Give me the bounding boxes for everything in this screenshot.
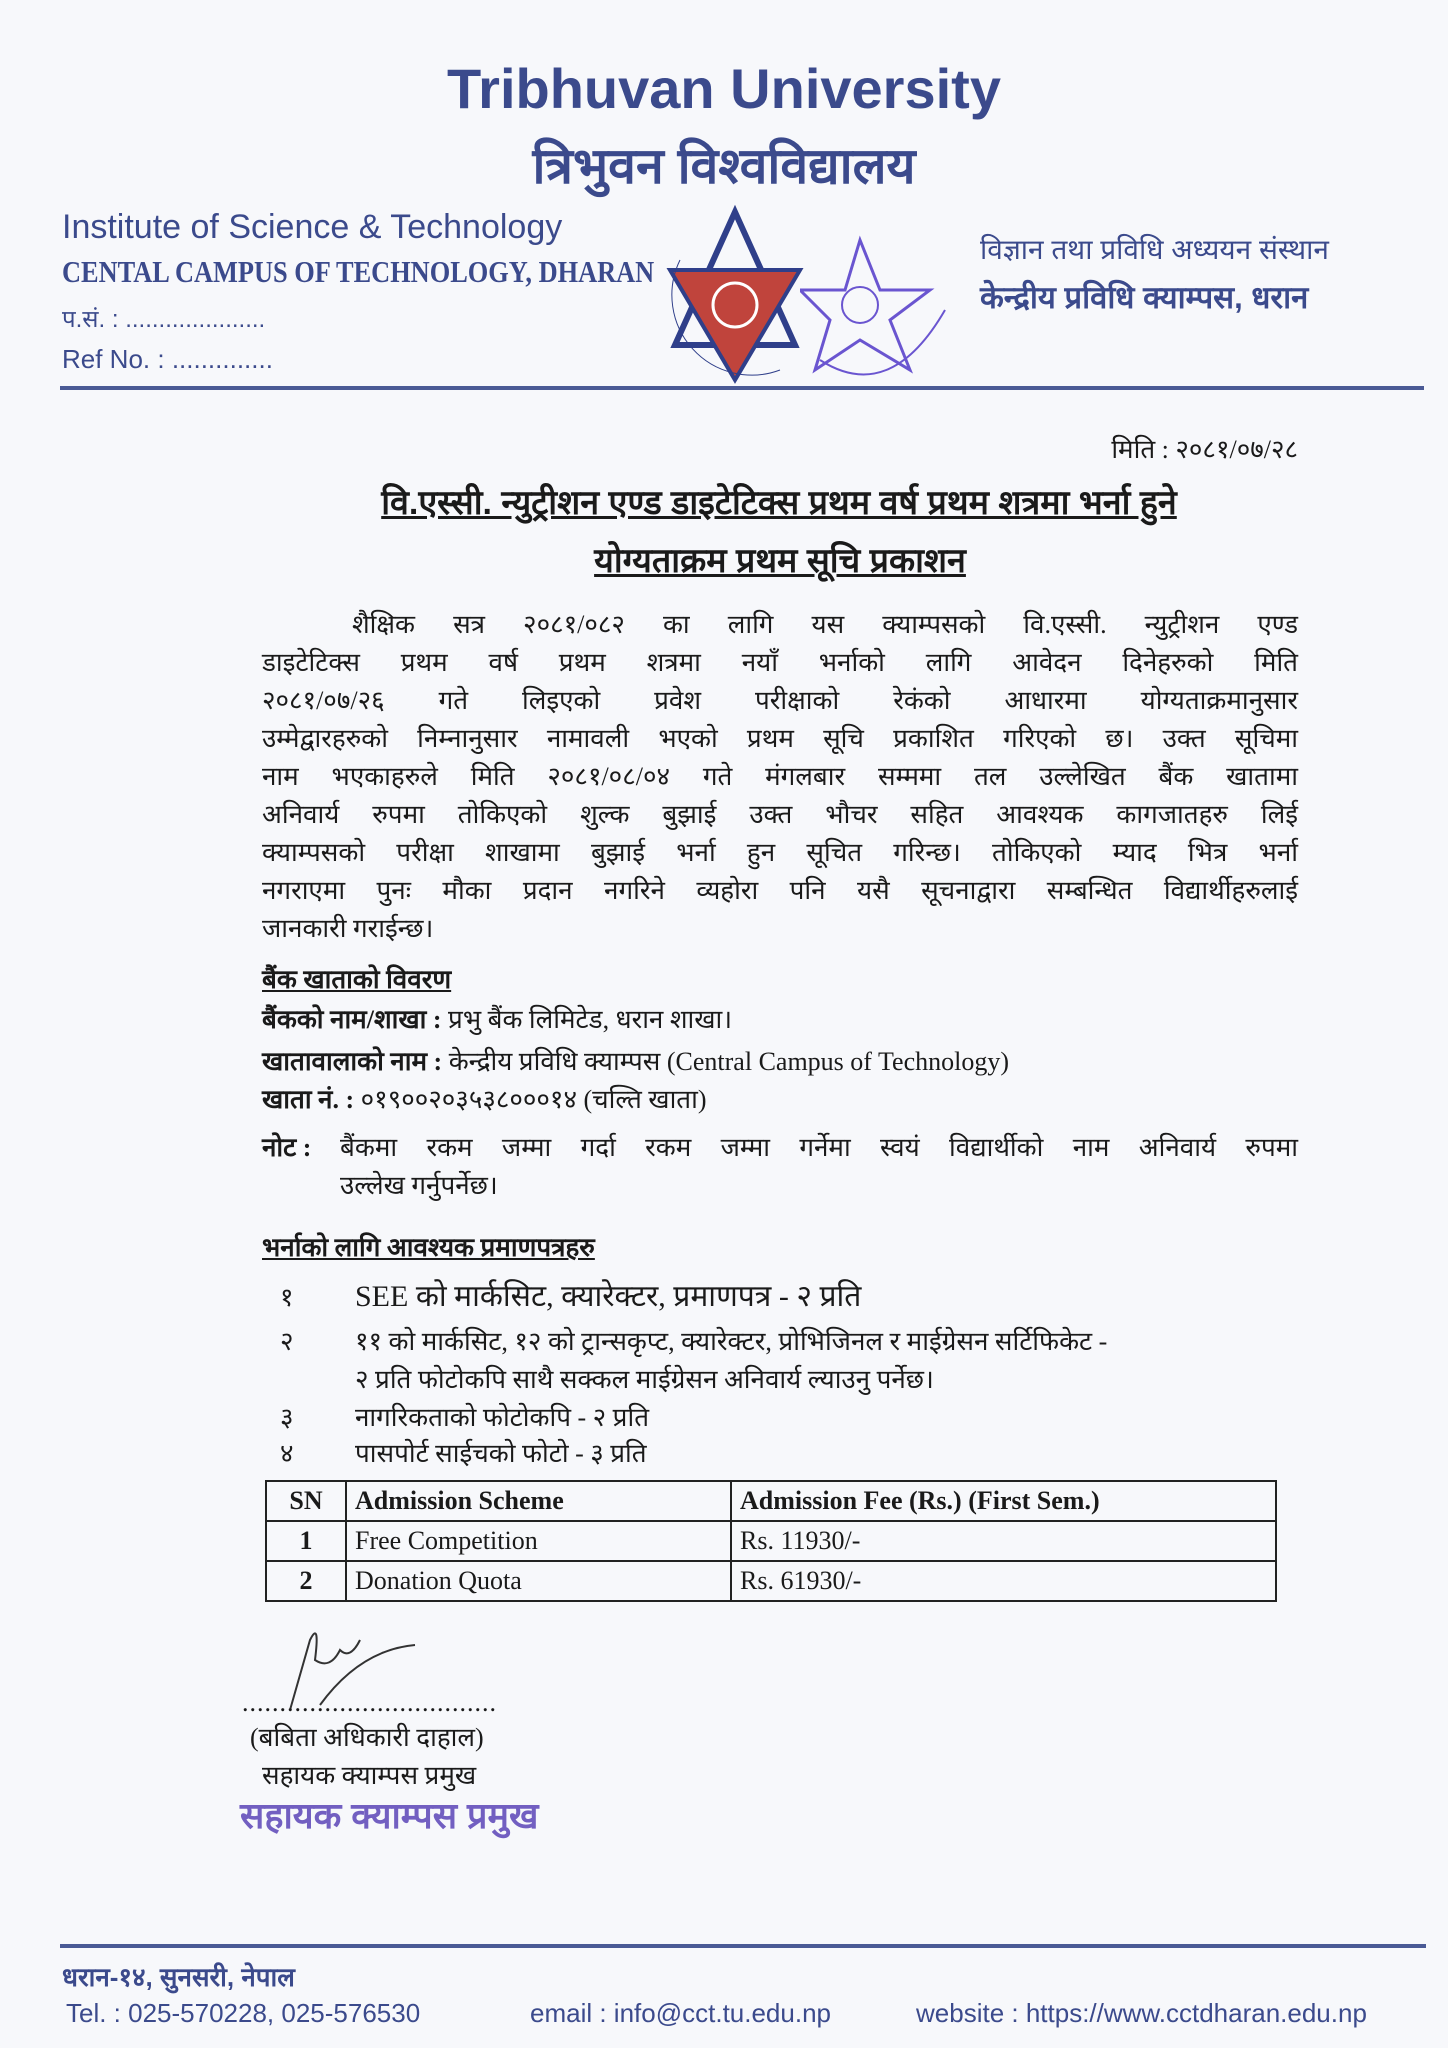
body-line: जानकारी गराईन्छ। [262, 914, 434, 943]
bank-name-value: प्रभु बैंक लिमिटेड, धरान शाखा। [448, 1005, 733, 1034]
body-line: २०८१/०७/२६ गते लिइएको प्रवेश परीक्षाको रेकंको आधारमा योग्यताक्रमानुसार [262, 686, 1298, 715]
doc-item-cont: २ प्रति फोटोकपि साथै सक्कल माईग्रेसन अनिवार्य ल्याउनु पर्नेछ। [355, 1365, 934, 1394]
date: मिति : २०८१/०७/२८ [1111, 435, 1298, 464]
account-value: ०१९००२०३५३८०००१४ (चल्ति खाता) [360, 1085, 707, 1114]
body-line: नाम भएकाहरुले मिति २०८१/०८/०४ गते मंगलबार सम्ममा तल उल्लेखित बैंक खातामा [262, 762, 1298, 791]
header-divider [60, 386, 1424, 390]
campus-seal-icon [800, 230, 970, 420]
note-line2: उल्लेख गर्नुपर्नेछ। [340, 1171, 498, 1200]
footer-address: धरान-१४, सुनसरी, नेपाल [62, 1962, 295, 1992]
doc-number: १ [280, 1283, 294, 1312]
cell-fee: Rs. 61930/- [731, 1561, 1276, 1601]
doc-item: SEE को मार्कसिट, क्यारेक्टर, प्रमाणपत्र - २ प्रति [355, 1280, 862, 1313]
body-line: डाइटेटिक्स प्रथम वर्ष प्रथम शत्रमा नयाँ भर्नाको लागि आवेदन दिनेहरुको मिति [262, 648, 1298, 677]
cell-sn: 1 [266, 1521, 346, 1561]
footer-email[interactable]: email : info@cct.tu.edu.np [530, 1998, 831, 2028]
header-scheme: Admission Scheme [346, 1481, 731, 1521]
body-line: शैक्षिक सत्र २०८१/०८२ का लागि यस क्याम्पसको वि.एस्सी. न्युट्रीशन एण्ड [352, 610, 1298, 639]
signatory-name: (बबिता अधिकारी दाहाल) [250, 1723, 484, 1752]
doc-item: ११ को मार्कसिट, १२ को ट्रान्सकृप्ट, क्यारेक्टर, प्रोभिजिनल र माईग्रेसन सर्टिफिकेट - [355, 1327, 1108, 1356]
body-line: उम्मेद्वारहरुको निम्नानुसार नामावली भएको प्रथम सूचि प्रकाशित गरिएको छ। उक्त सूचिमा [262, 724, 1298, 753]
notice-title-line2: योग्यताक्रम प्रथम सूचि प्रकाशन [594, 542, 966, 580]
ref-number: Ref No. : .............. [62, 344, 273, 374]
campus-name-np: केन्द्रीय प्रविधि क्याम्पस, धरान [980, 280, 1309, 315]
signatory-designation: सहायक क्याम्पस प्रमुख [262, 1761, 477, 1790]
account-label: खाता नं. : [262, 1085, 355, 1114]
doc-item: नागरिकताको फोटोकपि - २ प्रति [355, 1403, 650, 1432]
body-line: अनिवार्य रुपमा तोकिएको शुल्क बुझाई उक्त भौचर सहित आवश्यक कागजातहरु लिई [262, 800, 1298, 829]
cell-scheme: Free Competition [346, 1521, 731, 1561]
cell-sn: 2 [266, 1561, 346, 1601]
doc-number: ४ [280, 1439, 294, 1468]
header-fee: Admission Fee (Rs.) (First Sem.) [731, 1481, 1276, 1521]
ps-number: प.सं. : ..................... [62, 306, 266, 333]
body-line: क्याम्पसको परीक्षा शाखामा बुझाई भर्ना हुन सूचित गरिन्छ। तोकिएको म्याद भित्र भर्ना [262, 838, 1298, 867]
cell-fee: Rs. 11930/- [731, 1521, 1276, 1561]
holder-value: केन्द्रीय प्रविधि क्याम्पस (Central Campus of Technology) [448, 1047, 1010, 1076]
fee-table [265, 1480, 1277, 1602]
signature-dots: .................................. [242, 1688, 497, 1717]
footer-divider [60, 1944, 1426, 1948]
note-line1: बैंकमा रकम जम्मा गर्दा रकम जम्मा गर्नेमा स्वयं विद्यार्थीको नाम अनिवार्य रुपमा [340, 1133, 1298, 1162]
doc-number: ३ [280, 1403, 294, 1432]
table-row [266, 1521, 1276, 1561]
documents-heading: भर्नाको लागि आवश्यक प्रमाणपत्रहरु [262, 1233, 595, 1262]
holder-label: खातावालाको नाम : [262, 1047, 443, 1076]
doc-number: २ [280, 1327, 294, 1356]
table-row [266, 1561, 1276, 1601]
designation-stamp: सहायक क्याम्पस प्रमुख [240, 1795, 539, 1836]
cell-scheme: Donation Quota [346, 1561, 731, 1601]
bank-name-label: बैंकको नाम/शाखा : [262, 1005, 442, 1034]
university-name-en: Tribhuvan University [447, 57, 1001, 120]
footer-tel: Tel. : 025-570228, 025-576530 [66, 1998, 421, 2028]
header-sn: SN [266, 1481, 346, 1521]
university-name-np: त्रिभुवन विश्वविद्यालय [532, 138, 916, 194]
note-label: नोट : [262, 1133, 312, 1162]
institute-name-np: विज्ञान तथा प्रविधि अध्ययन संस्थान [980, 234, 1329, 265]
institute-name-en: Institute of Science & Technology [62, 208, 563, 246]
table-header [266, 1481, 1276, 1521]
body-line: नगराएमा पुनः मौका प्रदान नगरिने व्यहोरा पनि यसै सूचनाद्वारा सम्बन्धित विद्यार्थीहरुलाई [262, 876, 1298, 905]
notice-title-line1: वि.एस्सी. न्युट्रीशन एण्ड डाइटेटिक्स प्रथम वर्ष प्रथम शत्रमा भर्ना हुने [381, 484, 1177, 522]
notice-body [262, 606, 1298, 948]
footer-website[interactable]: website : https://www.cctdharan.edu.np [916, 1998, 1367, 2028]
doc-item: पासपोर्ट साईचको फोटो - ३ प्रति [355, 1439, 647, 1468]
bank-heading: बैंक खाताको विवरण [262, 965, 452, 994]
campus-name-en: CENTAL CAMPUS OF TECHNOLOGY, DHARAN [62, 254, 655, 289]
